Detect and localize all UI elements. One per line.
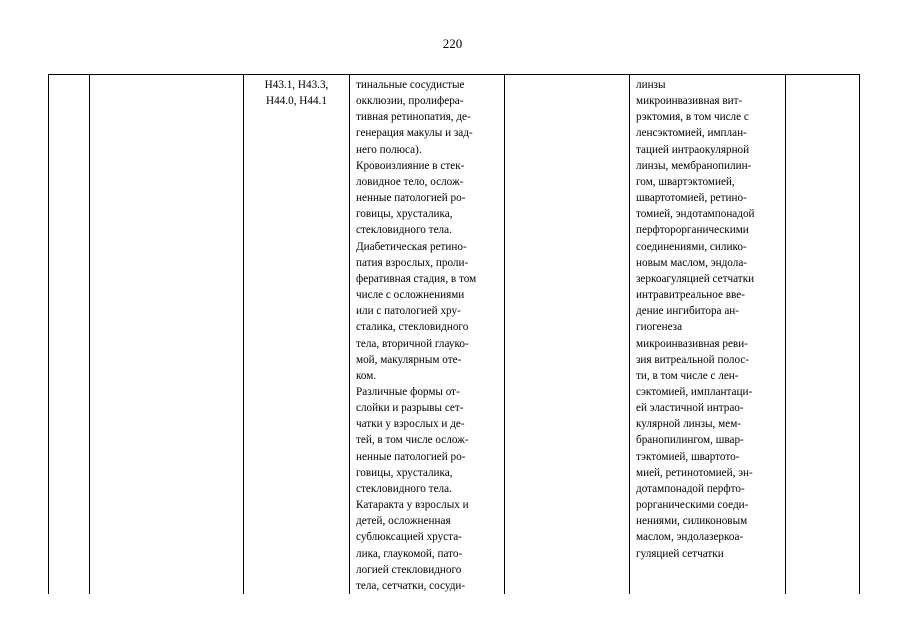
text-line: генерация макулы и зад- [356, 127, 473, 140]
text-line: сталика, стекловидного [356, 321, 469, 334]
text-line: гом, швартэктомией, [636, 175, 735, 188]
page-number: 220 [442, 36, 463, 51]
text-line: окклюзии, пролифера- [356, 95, 464, 108]
text-line: новым маслом, эндола- [636, 256, 748, 269]
text-line: ти, в том числе с лен- [636, 369, 739, 382]
table-cell-icd-codes [244, 75, 350, 595]
table-cell-diagnosis [350, 75, 505, 595]
text-line: Различные формы от- [356, 385, 460, 398]
text-line: тэктомией, швартото- [636, 450, 740, 463]
text-line: говицы, хрусталика, [356, 466, 453, 479]
text-line: дотампонадой перфто- [636, 482, 745, 495]
medical-care-table [48, 74, 860, 594]
text-line: нениями, силиконовым [636, 515, 748, 528]
text-line: Н43.1, Н43.3, [264, 79, 329, 91]
text-line: ленсэктомией, имплан- [636, 127, 747, 140]
text-line: ком. [356, 369, 377, 382]
text-line: рэктомия, в том числе с [636, 111, 749, 124]
text-line: швартотомией, ретино- [636, 192, 747, 205]
text-line: гуляцией сетчатки [636, 547, 724, 560]
text-line: зия витреальной полос- [636, 353, 750, 366]
text-line: микроинвазивная вит- [636, 95, 743, 108]
method-text [636, 77, 782, 562]
text-line: детей, осложненная [356, 515, 451, 528]
text-line: томией, эндотампонадой [636, 208, 755, 221]
text-line: сублюксацией хруста- [356, 531, 462, 544]
text-line: Кровоизлияние в стек- [356, 159, 465, 172]
text-line: сэктомией, имплантаци- [636, 385, 753, 398]
text-line: соединениями, силико- [636, 240, 747, 253]
text-line: тивная ретинопатия, де- [356, 111, 471, 124]
text-line: логией стекловидного [356, 563, 462, 576]
text-line: феративная стадия, в том [356, 272, 477, 285]
text-line: ненные патологией ро- [356, 192, 466, 205]
text-line: перфторорганическими [636, 224, 749, 237]
table-cell-treatment-type [505, 75, 630, 595]
text-line: линзы, мембранопилин- [636, 159, 752, 172]
table-cell-method [630, 75, 786, 595]
text-line: интравитреальное вве- [636, 289, 745, 302]
text-line: числе с осложнениями [356, 289, 465, 302]
text-line: тей, в том числе ослож- [356, 434, 469, 447]
text-line: мой, макулярным оте- [356, 353, 462, 366]
text-line: мией, ретинотомией, эн- [636, 466, 753, 479]
diagnosis-text [356, 77, 501, 594]
text-line: Диабетическая ретино- [356, 240, 467, 253]
text-line: дение ингибитора ан- [636, 305, 739, 318]
text-line: гиогенеза [636, 321, 683, 334]
text-line: чатки у взрослых и де- [356, 418, 465, 431]
text-line: говицы, хрусталика, [356, 208, 453, 221]
text-line: линзы [636, 79, 666, 91]
text-line: кулярной линзы, мем- [636, 418, 742, 431]
text-line: бранопилингом, швар- [636, 434, 744, 447]
text-line: или с патологией хру- [356, 305, 461, 318]
text-line: тинальные сосудистые [356, 79, 465, 91]
text-line: маслом, эндолазеркоа- [636, 531, 744, 544]
text-line: стекловидного тела. [356, 224, 452, 237]
table-row [49, 75, 860, 595]
text-line: зеркоагуляцией сетчатки [636, 272, 755, 285]
table-cell-number [49, 75, 90, 595]
text-line: микроинвазивная реви- [636, 337, 748, 350]
text-line: ей эластичной интрао- [636, 402, 744, 415]
text-line: него полюса). [356, 143, 422, 156]
text-line: ненные патологией ро- [356, 450, 466, 463]
text-line: стекловидного тела. [356, 482, 452, 495]
text-line: патия взрослых, проли- [356, 256, 469, 269]
icd-codes-text [247, 77, 346, 109]
text-line: Катаракта у взрослых и [356, 499, 469, 512]
text-line: тела, сетчатки, сосуди- [356, 579, 466, 592]
text-line: тела, вторичной глауко- [356, 337, 469, 350]
text-line: слойки и разрывы сет- [356, 402, 464, 415]
text-line: лика, глаукомой, пато- [356, 547, 463, 560]
text-line: Н44.0, Н44.1 [266, 95, 327, 108]
text-line: ловидное тело, ослож- [356, 175, 464, 188]
table-cell-profile [90, 75, 244, 595]
text-line: тацией интраокулярной [636, 143, 750, 156]
table-cell-cost [786, 75, 860, 595]
text-line: рорганическими соеди- [636, 499, 749, 512]
